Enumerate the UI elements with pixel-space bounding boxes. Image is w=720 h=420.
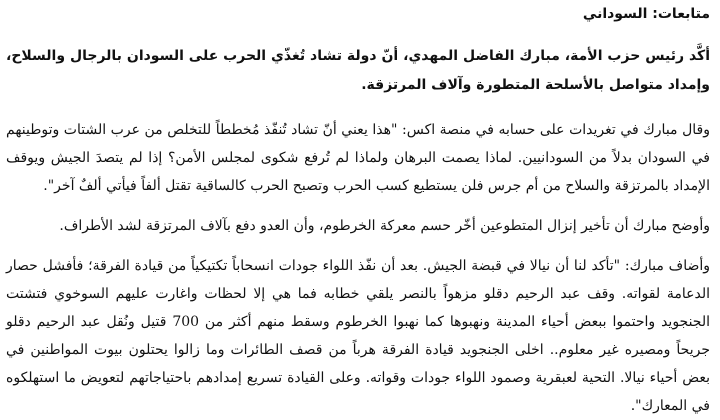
- article-lead: أكَّد رئيس حزب الأمة، مبارك الفاضل المهدي، أنّ دولة تشاد تُغذّي الحرب على السودان بالرجال والسلاح، وإمداد متواصل بالأسلحة المتطورة وآلاف المرتزقة.: [6, 48, 710, 93]
- article-byline: متابعات: السوداني: [582, 6, 710, 22]
- article-paragraph-2: وأوضح مبارك أن تأخير إنزال المتطوعين أخّر حسم معركة الخرطوم، وأن العدو دفع بآلاف المرتزقة لشد الأطراف.: [59, 218, 710, 234]
- article-paragraph-3: وأضاف مبارك: "تأكد لنا أن نيالا في قبضة الجيش. بعد أن نفّذ اللواء جودات انسحاباً تكتيكياً من قيادة الفرقة؛ فأفشل حصار الدعامة لقواته. وقف عبد الرحيم دقلو مزهواً بالنصر يلقي خطابه فما هي إلا لحظات واغارت عليهم السوخوي فتشتت الجنجويد واحتموا ببعض أحياء المدينة ونهبوها كما نهبوا الخرطوم وسقط منهم أكثر من 700 قتيل ونُقل عبد الرحيم دقلو جريحاً ومصيره غير معلوم.. اخلى الجنجويد قيادة الفرقة هرباً من قصف الطائرات وما زالوا يحتلون بيوت المواطنين في بعض أحياء نيالا. التحية لعبقرية وصمود اللواء جودات وقواته. وعلى القيادة تسريع إمدادهم باحتياجاتهم لتعويض ما استهلكوه في المعارك".: [6, 258, 710, 414]
- article-paragraph-1: وقال مبارك في تغريدات على حسابه في منصة اكس: "هذا يعني أنّ تشاد تُنفّذ مُخططاً للتخلص من عرب الشتات وتوطينهم في السودان بدلاً من السودانيين. لماذا يصمت البرهان ولماذا لم تُرفع شكوى لمجلس الأمن؟ إذا لم يتصدَ الجيش ويوقف الإمداد بالمرتزقة والسلاح من أم جرس فلن يستطيع كسب الحرب وتصبح الحرب كالساقية تقتل ألفاً فيأتي ألفٌ آخر".: [6, 122, 710, 194]
